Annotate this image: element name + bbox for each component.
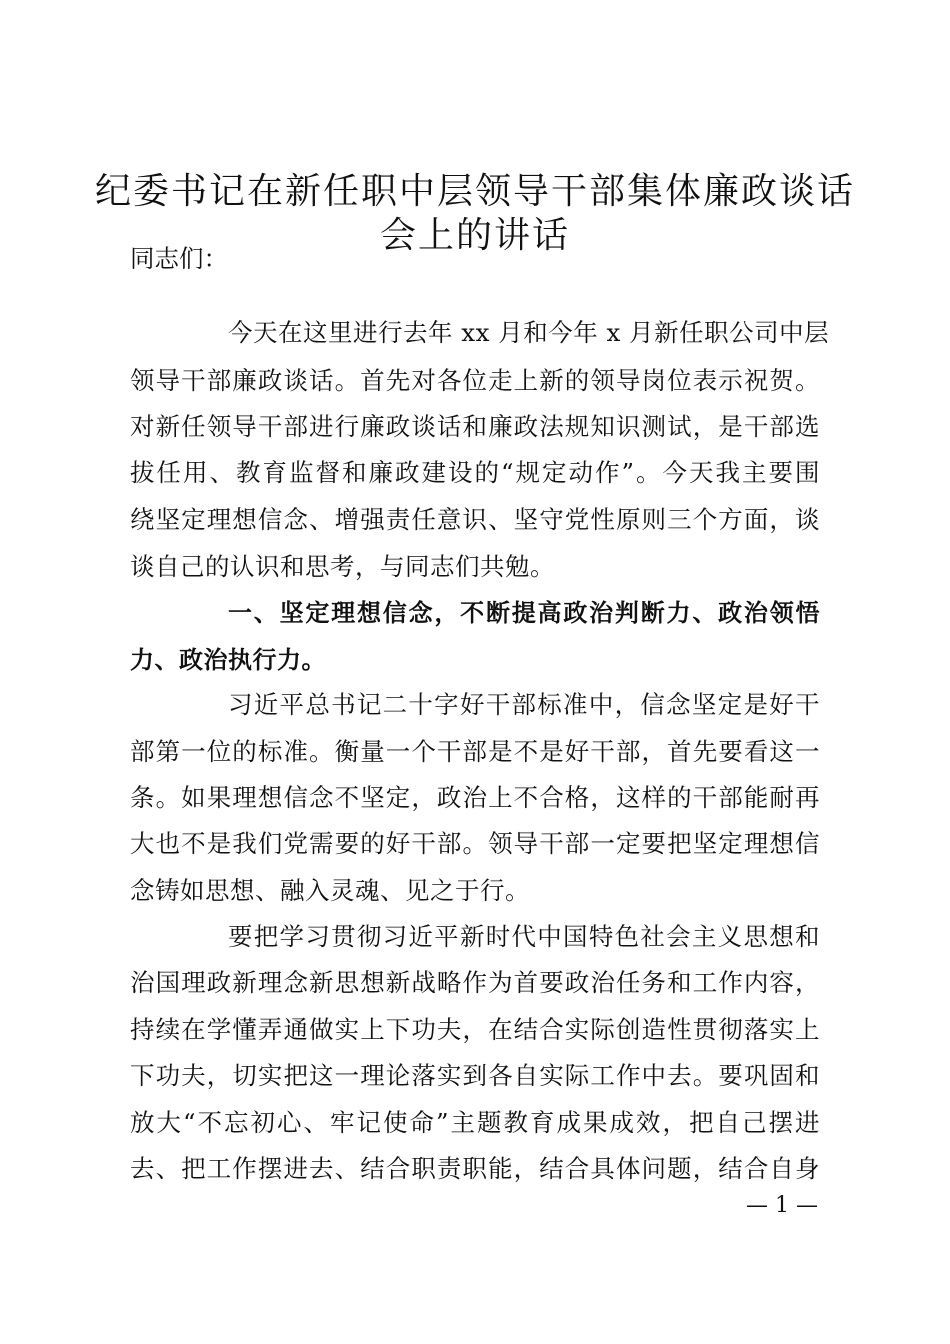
paragraph-3-line: 治国理政新理念新思想新战略作为首要政治任务和工作内容，	[130, 968, 820, 997]
paragraph-2-line: 念铸如思想、融入灵魂、见之于行。	[130, 876, 530, 905]
document-title-line-2: 会上的讲话	[379, 215, 570, 256]
paragraph-1-line: 谈自己的认识和思考，与同志们共勉。	[130, 552, 555, 581]
paragraph-2-line: 条。如果理想信念不坚定，政治上不合格，这样的干部能耐再	[130, 783, 820, 812]
paragraph-3-line: 要把学习贯彻习近平新时代中国特色社会主义思想和	[228, 922, 820, 951]
paragraph-3-line: 下功夫，切实把这一理论落实到各自实际工作中去。要巩固和	[130, 1061, 820, 1090]
paragraph-2-line: 部第一位的标准。衡量一个干部是不是好干部，首先要看这一	[130, 737, 820, 766]
document-title-line-1: 纪委书记在新任职中层领导干部集体廉政谈话	[94, 171, 855, 212]
paragraph-1-line: 今天在这里进行去年 xx 月和今年 x 月新任职公司中层	[228, 318, 830, 347]
paragraph-3-line: 持续在学懂弄通做实上下功夫，在结合实际创造性贯彻落实上	[130, 1015, 820, 1044]
greeting: 同志们：	[130, 244, 228, 273]
paragraph-1-line: 绕坚定理想信念、增强责任意识、坚守党性原则三个方面，谈	[130, 505, 820, 534]
paragraph-3-line: 放大“不忘初心、牢记使命”主题教育成果成效，把自己摆进	[130, 1108, 820, 1137]
paragraph-3-line: 去、把工作摆进去、结合职责职能，结合具体问题，结合自身	[130, 1154, 820, 1183]
paragraph-1-line: 领导干部廉政谈话。首先对各位走上新的领导岗位表示祝贺。	[130, 366, 820, 395]
page-number: — 1 —	[746, 1193, 818, 1218]
paragraph-1-line: 拔任用、教育监督和廉政建设的“规定动作”。今天我主要围	[130, 458, 820, 487]
section-heading-line: 一、坚定理想信念，不断提高政治判断力、政治领悟	[228, 599, 820, 627]
paragraph-2-line: 习近平总书记二十字好干部标准中，信念坚定是好干	[228, 690, 820, 719]
section-heading-line: 力、政治执行力。	[130, 646, 326, 674]
paragraph-2-line: 大也不是我们党需要的好干部。领导干部一定要把坚定理想信	[130, 829, 820, 858]
paragraph-1-line: 对新任领导干部进行廉政谈话和廉政法规知识测试，是干部选	[130, 412, 820, 441]
